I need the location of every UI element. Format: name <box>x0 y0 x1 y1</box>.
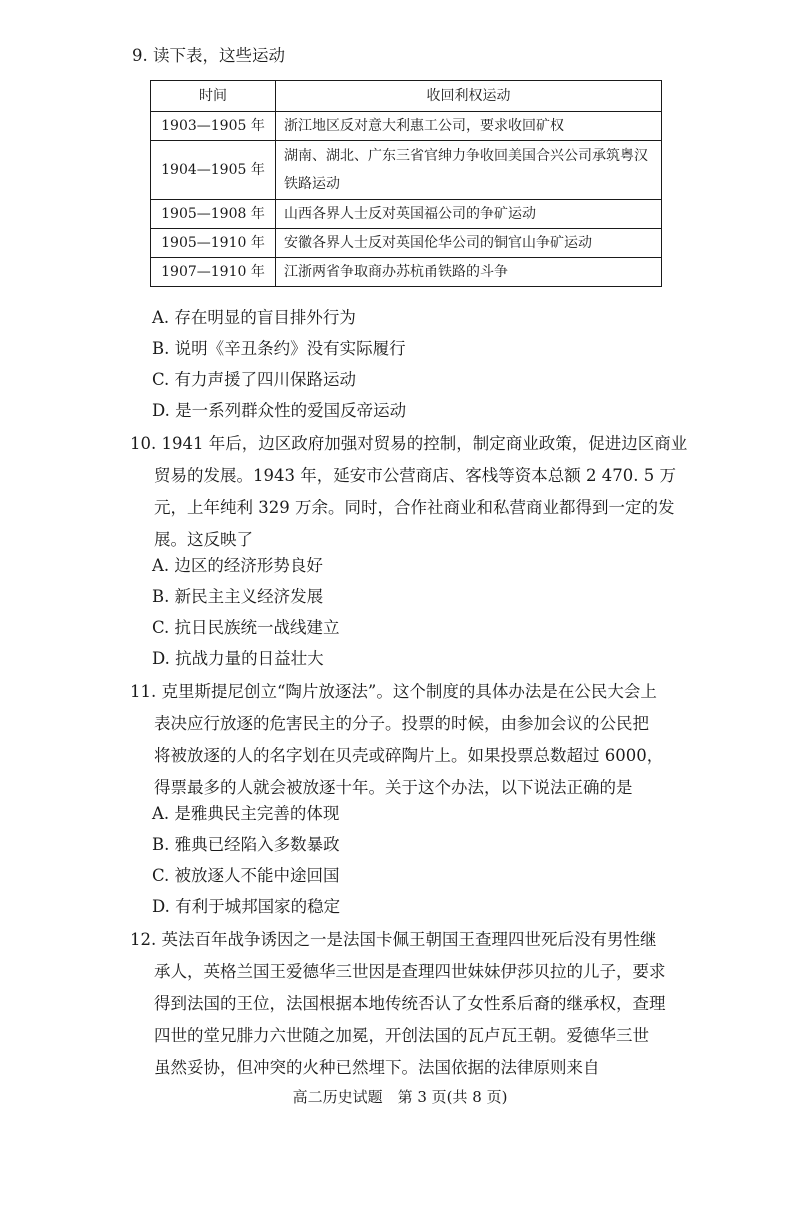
page-footer: 高二历史试题 第 3 页(共 8 页) <box>292 1088 508 1106</box>
q10-option-b: B. 新民主主义经济发展 <box>152 587 324 606</box>
stem-line: 得票最多的人就会被放逐十年。关于这个办法，以下说法正确的是 <box>154 778 633 797</box>
stem-line: 得到法国的王位，法国根据本地传统否认了女性系后裔的继承权，查理 <box>154 994 666 1013</box>
table-cell-desc: 江浙两省争取商办苏杭甬铁路的斗争 <box>276 258 662 287</box>
rights-recovery-table <box>150 80 662 287</box>
table-header-time: 时间 <box>151 81 276 112</box>
stem-line: 四世的堂兄腓力六世随之加冕，开创法国的瓦卢瓦王朝。爱德华三世 <box>154 1026 649 1045</box>
table-cell-time: 1907—1910 年 <box>151 258 276 287</box>
stem-line: 元，上年纯利 329 万余。同时，合作社商业和私营商业都得到一定的发 <box>154 498 675 517</box>
table-row <box>151 258 662 287</box>
q9-option-d: D. 是一系列群众性的爱国反帝运动 <box>152 401 407 420</box>
table-cell-time: 1905—1910 年 <box>151 229 276 258</box>
table-cell-desc-line: 铁路运动 <box>284 176 340 192</box>
table-cell-desc-line: 湖南、湖北、广东三省官绅力争收回美国合兴公司承筑粤汉 <box>284 148 648 164</box>
table-row <box>151 229 662 258</box>
q9-option-c: C. 有力声援了四川保路运动 <box>152 370 357 389</box>
question-10-stem <box>130 428 688 556</box>
stem-line: 11. 克里斯提尼创立“陶片放逐法”。这个制度的具体办法是在公民大会上 <box>130 682 657 701</box>
stem-line: 承人，英格兰国王爱德华三世因是查理四世妹妹伊莎贝拉的儿子，要求 <box>154 962 666 981</box>
q11-option-a: A. 是雅典民主完善的体现 <box>152 804 340 823</box>
table-cell-desc <box>276 141 662 200</box>
table-cell-desc: 浙江地区反对意大利惠工公司，要求收回矿权 <box>276 112 662 141</box>
stem-line: 贸易的发展。1943 年，延安市公营商店、客栈等资本总额 2 470. 5 万 <box>154 466 676 485</box>
q10-option-c: C. 抗日民族统一战线建立 <box>152 618 340 637</box>
q10-option-d: D. 抗战力量的日益壮大 <box>152 649 324 668</box>
table-row <box>151 141 662 200</box>
table-cell-time: 1904—1905 年 <box>151 141 276 200</box>
table-cell-time: 1905—1908 年 <box>151 200 276 229</box>
q9-option-b: B. 说明《辛丑条约》没有实际履行 <box>152 339 406 358</box>
stem-line: 将被放逐的人的名字划在贝壳或碎陶片上。如果投票总数超过 6000， <box>154 746 664 765</box>
table-cell-desc: 山西各界人士反对英国福公司的争矿运动 <box>276 200 662 229</box>
stem-line: 虽然妥协，但冲突的火种已然埋下。法国依据的法律原则来自 <box>154 1058 600 1077</box>
q11-option-c: C. 被放逐人不能中途回国 <box>152 866 340 885</box>
table-cell-desc: 安徽各界人士反对英国伦华公司的铜官山争矿运动 <box>276 229 662 258</box>
table-header-row <box>151 81 662 112</box>
q9-option-a: A. 存在明显的盲目排外行为 <box>152 308 356 327</box>
stem-line: 表决应行放逐的危害民主的分子。投票的时候，由参加会议的公民把 <box>154 714 649 733</box>
stem-line: 展。这反映了 <box>154 530 253 549</box>
stem-line: 12. 英法百年战争诱因之一是法国卡佩王朝国王查理四世死后没有男性继 <box>130 930 657 949</box>
q11-option-b: B. 雅典已经陷入多数暴政 <box>152 835 340 854</box>
q10-option-a: A. 边区的经济形势良好 <box>152 556 323 575</box>
table-row <box>151 200 662 229</box>
table-cell-time: 1903—1905 年 <box>151 112 276 141</box>
question-11-stem <box>130 676 670 804</box>
table-header-movement: 收回利权运动 <box>276 81 662 112</box>
table-row <box>151 112 662 141</box>
question-12-stem <box>130 924 670 1084</box>
q11-option-d: D. 有利于城邦国家的稳定 <box>152 897 341 916</box>
stem-line: 10. 1941 年后，边区政府加强对贸易的控制，制定商业政策，促进边区商业 <box>130 434 688 453</box>
question-9-stem: 9. 读下表，这些运动 <box>132 46 285 65</box>
